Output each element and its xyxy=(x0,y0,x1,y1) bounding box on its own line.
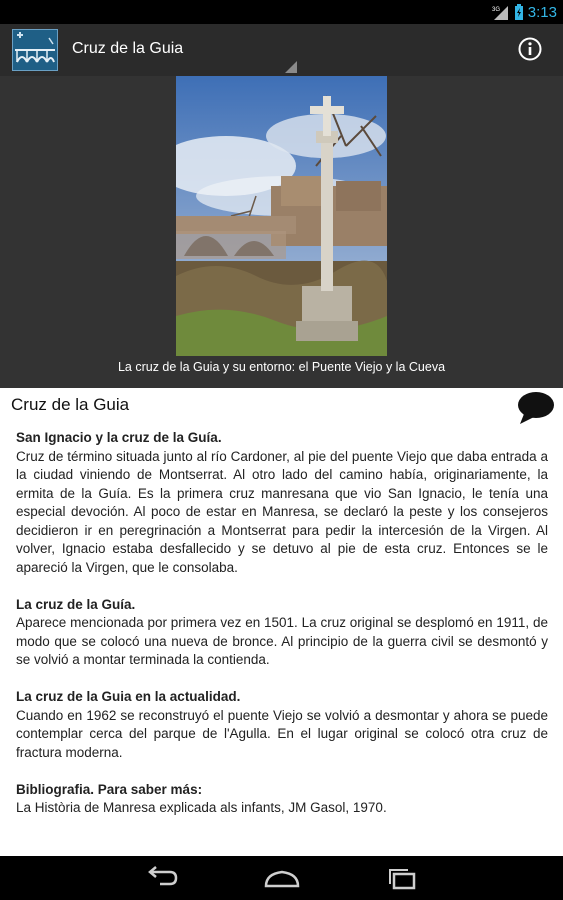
section-heading: Bibliografia. Para saber más: xyxy=(16,781,203,797)
section-paragraph: Aparece mencionada por primera vez en 1501. La cruz original se desplomó en 1911, de modo que se colocó una nueva de bronce. Al principio de la guerra civil se desmontó y se volvió a montar terminada la contienda. xyxy=(16,615,548,667)
section-paragraph: Cruz de término situada junto al río Cardoner, al pie del puente Viejo que daba entrada a la ciudad viniendo de Montserrat. Al otro lado del camino había, originariamente, la ermita de la Guía. Es la primera cruz manresana que vio San Ignacio, le tenía una especial devoción. Al poco de estar en Manresa, se declaró la peste y los consejeros decidieron ir en peregrinación a Montserrat para pedir la intercesión de la Virgen. Al volver, Ignacio estaba desfallecido y se detuvo al pie de esta cruz. Entonces se le apareció la Virgen, que le consolaba. xyxy=(16,448,548,575)
status-bar xyxy=(0,0,563,24)
image-caption: La cruz de la Guia y su entorno: el Puente Viejo y la Cueva xyxy=(117,360,446,374)
dropdown-indicator-icon xyxy=(285,61,297,73)
recents-icon[interactable] xyxy=(382,864,422,892)
home-icon[interactable] xyxy=(262,864,302,892)
article-content xyxy=(0,388,563,856)
back-icon[interactable] xyxy=(142,864,182,892)
status-clock: 3:13 xyxy=(527,3,557,21)
section-heading: San Ignacio y la cruz de la Guía. xyxy=(16,430,222,445)
section-bibliografia xyxy=(16,781,548,818)
section-heading: La cruz de la Guia en la actualidad. xyxy=(16,689,241,704)
battery-icon xyxy=(514,4,524,20)
info-icon[interactable] xyxy=(517,36,543,62)
status-right xyxy=(492,2,557,22)
svg-text:3G: 3G xyxy=(491,7,500,13)
section-paragraph: Cuando en 1962 se reconstruyó el puente Viejo se volvió a desmontar y ahora se puede contemplar cerca del parque de l'Agulla. En el lugar original se colocó otra cruz de fractura moderna. xyxy=(16,707,548,760)
action-bar xyxy=(0,24,563,76)
navigation-bar xyxy=(0,856,563,900)
article-body xyxy=(16,429,548,836)
section-paragraph: La Història de Manresa explicada als infants, JM Gasol, 1970. xyxy=(16,800,387,815)
section-san-ignacio xyxy=(16,429,548,577)
section-actualidad xyxy=(16,688,548,762)
speech-bubble-icon[interactable] xyxy=(516,390,556,426)
signal-icon xyxy=(492,4,510,20)
article-title: Cruz de la Guia xyxy=(11,395,130,414)
cross-photo[interactable] xyxy=(176,76,387,356)
bridge-logo-icon[interactable] xyxy=(12,29,58,71)
app-title[interactable]: Cruz de la Guia xyxy=(72,40,184,57)
section-heading: La cruz de la Guía. xyxy=(16,596,136,612)
hero-section xyxy=(0,76,563,388)
section-cruz-guia xyxy=(16,596,548,670)
